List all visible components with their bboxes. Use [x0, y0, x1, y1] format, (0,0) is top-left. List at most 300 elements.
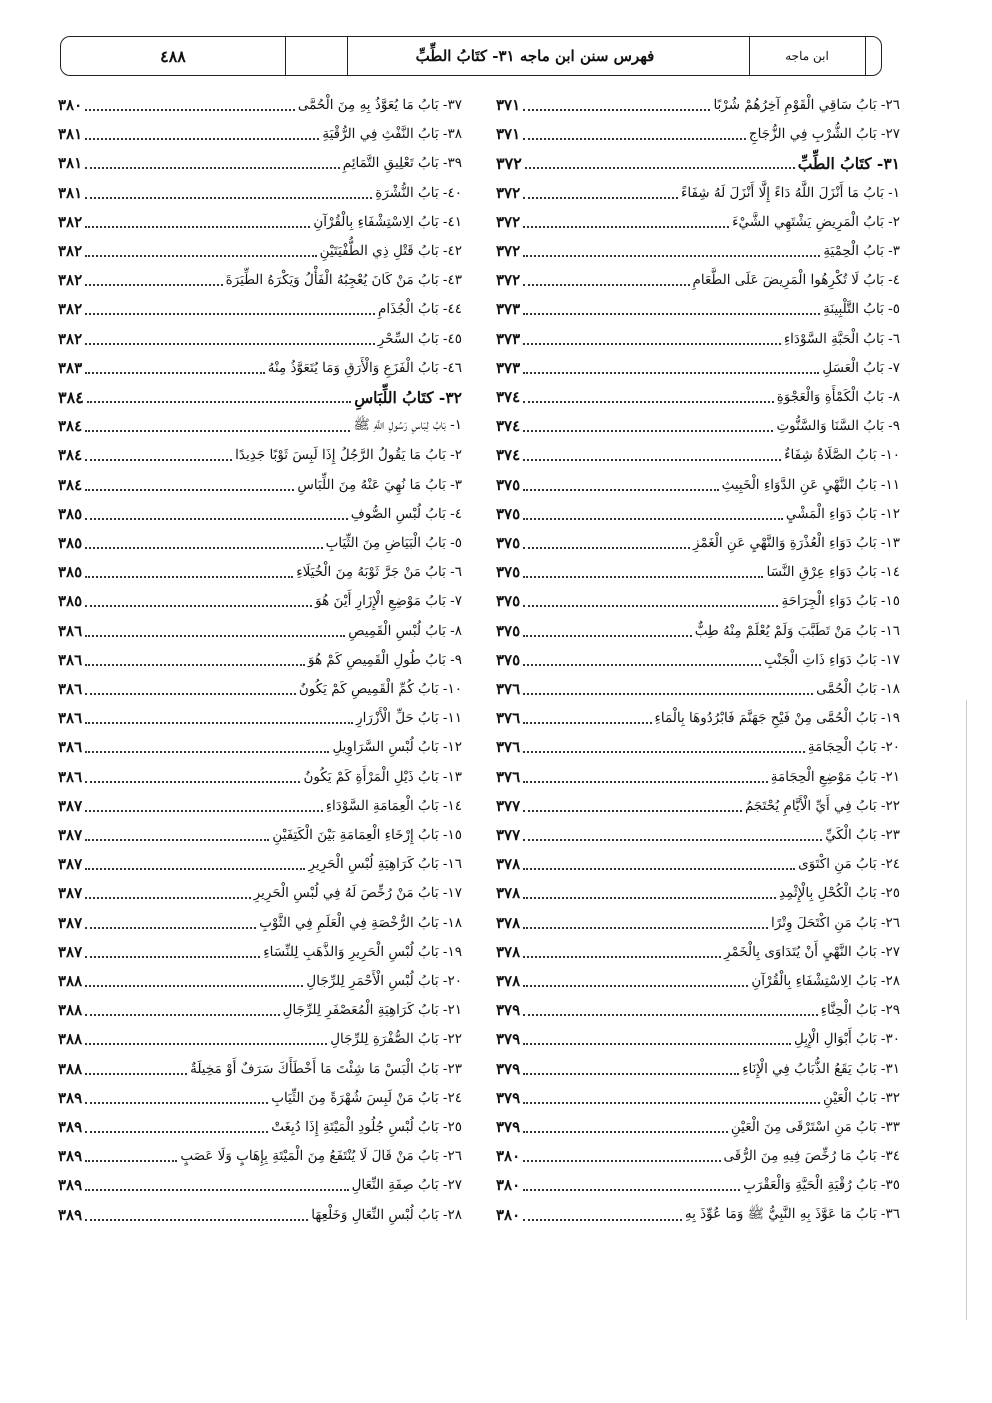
dot-leader	[523, 372, 819, 374]
toc-entry	[58, 472, 462, 498]
dot-leader	[523, 1043, 791, 1045]
toc-entry	[496, 326, 900, 352]
dot-leader	[523, 138, 746, 140]
toc-page-number: ٣٨٩	[58, 1147, 83, 1166]
toc-entry	[58, 326, 462, 352]
toc-page-number: ٣٧١	[496, 125, 521, 144]
dot-leader	[523, 197, 678, 199]
dot-leader	[523, 284, 689, 286]
toc-entry-title: ١٨- بَابُ الْحُمَّى	[816, 681, 900, 697]
header-divider	[865, 37, 866, 75]
toc-entry	[58, 793, 462, 819]
toc-section-heading	[496, 150, 900, 176]
toc-page-number: ٣٨٦	[58, 650, 83, 669]
toc-page-number: ٣٧٥	[496, 563, 521, 582]
toc-entry-title: ٢٨- بَابُ الِاسْتِشْفَاءِ بِالْقُرْآنِ	[751, 973, 900, 989]
toc-page-number: ٣٧٣	[496, 329, 521, 348]
toc-entry	[496, 910, 900, 936]
toc-page-number: ٣٧٧	[496, 826, 521, 844]
dot-leader	[85, 810, 323, 812]
toc-page-number: ٣٧٩	[496, 1001, 521, 1020]
toc-entry	[58, 1172, 462, 1198]
toc-page-number: ٣٧٦	[496, 680, 521, 698]
toc-entry-title: ٥- بَابُ التَّلْبِينَةِ	[823, 301, 900, 318]
dot-leader	[85, 985, 303, 987]
toc-entry-title: ١٤- بَابُ دَوَاءِ عِرْقِ النَّسَا	[766, 564, 900, 581]
toc-entry-title: ١٢- بَابُ دَوَاءِ الْمَشْيِ	[785, 505, 900, 522]
toc-page-number: ٣٧٩	[496, 1059, 521, 1078]
toc-entry	[496, 734, 900, 760]
dot-leader	[85, 197, 372, 199]
toc-entry-title: ٩- بَابُ طُولِ الْقَمِيصِ كَمْ هُوَ	[307, 651, 462, 668]
toc-entry	[58, 676, 462, 702]
toc-page-number: ٣٨٣	[58, 358, 83, 377]
toc-entry	[496, 968, 900, 994]
toc-page-number: ٣٨٢	[58, 242, 83, 260]
dot-leader	[87, 401, 351, 403]
toc-entry-title: ٢٩- بَابُ الْحِنَّاءِ	[820, 1002, 900, 1019]
toc-page-number: ٣٧٨	[496, 855, 521, 874]
toc-entry-title: ٣٦- بَابُ مَا عَوَّذَ بِهِ النَّبِيُّ ﷺ وَمَا عُوِّذَ بِهِ	[684, 1205, 900, 1222]
toc-entry	[496, 997, 900, 1023]
dot-leader	[85, 1043, 327, 1045]
toc-entry	[496, 764, 900, 790]
toc-page-number: ٣٨٤	[58, 446, 83, 465]
dot-leader	[523, 313, 820, 315]
toc-entry	[496, 618, 900, 644]
dot-leader	[85, 781, 300, 783]
dot-leader	[85, 1189, 348, 1191]
dot-leader	[85, 226, 310, 228]
toc-entry-title: ٥- بَابُ الْبَيَاضِ مِنَ الثِّيَابِ	[325, 535, 462, 551]
toc-entry-title: ١٩- بَابُ الْحُمَّى مِنْ فَيْحِ جَهَنَّمَ فَابْرُدُوهَا بِالْمَاءِ	[654, 710, 900, 727]
toc-entry-title: ٢٥- بَابُ لُبْسِ جُلُودِ الْمَيْتَةِ إِذَا دُبِغَتْ	[271, 1119, 462, 1135]
header-divider	[285, 37, 286, 75]
dot-leader	[85, 284, 222, 286]
toc-entry	[496, 559, 900, 585]
toc-entry	[58, 997, 462, 1023]
toc-entry-title: ٢٨- بَابُ لُبْسِ النِّعَالِ وَخَلْعِهَا	[311, 1206, 462, 1223]
dot-leader	[523, 255, 820, 257]
toc-entry	[496, 238, 900, 264]
toc-entry-title: ١١- بَابُ النَّهْيِ عَنِ الدَّوَاءِ الْخَبِيثِ	[721, 476, 900, 493]
toc-page-number: ٣٧٧	[496, 796, 521, 815]
dot-leader	[523, 810, 742, 812]
toc-page-number: ٣٧٢	[496, 242, 521, 260]
toc-page-number: ٣٨٧	[58, 796, 83, 815]
toc-entry	[58, 296, 462, 322]
toc-entry	[58, 238, 462, 264]
toc-entry-title: ٢- بَابُ الْمَرِيضِ يَشْتَهِي الشَّيْءَ	[732, 213, 900, 230]
toc-entry-title: ٣١- بَابُ يَقَعُ الذُّبَابُ فِي الْإِنَاءِ	[742, 1060, 900, 1077]
toc-page-number: ٣٨٨	[58, 1001, 83, 1020]
toc-entry	[496, 1085, 900, 1111]
dot-leader	[85, 518, 348, 520]
dot-leader	[85, 1014, 279, 1016]
toc-entry	[58, 413, 462, 439]
toc-entry	[58, 442, 462, 468]
toc-entry-title: ١٢- بَابُ لُبْسِ السَّرَاوِيلِ	[332, 739, 462, 756]
toc-entry	[496, 1202, 900, 1228]
toc-entry	[58, 851, 462, 877]
toc-page-number: ٣٧٨	[496, 913, 521, 932]
toc-entry	[58, 822, 462, 848]
dot-leader	[523, 459, 781, 461]
toc-entry-title: ٢٤- بَابُ مَنْ لَبِسَ شُهْرَةً مِنَ الثِّيَابِ	[271, 1089, 462, 1106]
toc-entry-title: ٦- بَابُ مَنْ جَرَّ ثَوْبَهُ مِنَ الْخُيَلَاءِ	[296, 564, 462, 581]
toc-page-number: ٣٧٣	[496, 300, 521, 319]
toc-entry-title: ١٠- بَابُ كُمِّ الْقَمِيصِ كَمْ يَكُونُ	[298, 681, 462, 697]
toc-entry	[496, 413, 900, 439]
toc-entry-title: ١٨- بَابُ الرُّخْصَةِ فِي الْعَلَمِ فِي الثَّوْبِ	[259, 914, 462, 931]
toc-entry	[58, 734, 462, 760]
toc-page-number: ٣٧٤	[496, 417, 521, 436]
toc-entry-title: ٢٦- بَابُ سَاقِي الْقَوْمِ آخِرُهُمْ شُرْبًا	[713, 97, 900, 113]
toc-page-number: ٣٨٩	[58, 1118, 83, 1136]
toc-page-number: ٣٧١	[496, 96, 521, 114]
toc-entry-title: ٢٦- بَابُ مَنْ قَالَ لَا يُنْتَفَعُ مِنَ الْمَيْتَةِ بِإِهَابٍ وَلَا عَصَبٍ	[180, 1148, 462, 1165]
dot-leader	[85, 489, 294, 491]
dot-leader	[523, 985, 748, 987]
dot-leader	[85, 605, 312, 607]
toc-entry	[496, 180, 900, 206]
running-title: فهرس سنن ابن ماجه ٣١- كتَابُ الطِّبِّ	[415, 47, 655, 65]
toc-entry-title: ٣٢- كتَابُ اللِّبَاسِ	[354, 387, 462, 407]
dot-leader	[85, 1160, 177, 1162]
toc-page-number: ٣٨٧	[58, 884, 83, 903]
toc-entry	[496, 267, 900, 293]
toc-page-number: ٣٨٧	[58, 855, 83, 874]
toc-page-number: ٣٧٨	[496, 942, 521, 961]
toc-entry	[58, 764, 462, 790]
toc-page-number: ٣٧٦	[496, 738, 521, 757]
toc-page-number: ٣٨٧	[58, 826, 83, 844]
toc-page-number: ٣٨٤	[58, 387, 84, 407]
dot-leader	[523, 401, 774, 403]
toc-entry-title: ١٠- بَابُ الصَّلَاةُ شِفَاءٌ	[784, 447, 900, 464]
toc-entry-title: ٤١- بَابُ الِاسْتِشْفَاءِ بِالْقُرْآنِ	[313, 213, 462, 230]
dot-leader	[523, 664, 761, 666]
toc-entry-title: ١٥- بَابُ دَوَاءِ الْجِرَاحَةِ	[781, 593, 900, 610]
toc-entry-title: ١٦- بَابُ مَنْ تَطَبَّبَ وَلَمْ يُعْلَمْ مِنْهُ طِبٌّ	[694, 622, 900, 639]
toc-entry-title: ٦- بَابُ الْحَبَّةِ السَّوْدَاءِ	[783, 330, 900, 347]
toc-entry-title: ٤- بَابُ لُبْسِ الصُّوفِ	[350, 505, 462, 522]
toc-entry-title: ١٤- بَابُ الْعِمَامَةِ السَّوْدَاءِ	[325, 797, 462, 814]
toc-entry-title: ٢٠- بَابُ الْحِجَامَةِ	[807, 739, 900, 756]
toc-entry	[58, 267, 462, 293]
toc-entry	[496, 676, 900, 702]
dot-leader	[523, 343, 781, 345]
scan-edge-line	[966, 700, 968, 1320]
toc-entry-title: ٤٥- بَابُ السِّحْرِ	[377, 330, 462, 347]
toc-entry-title: ٣١- كتَابُ الطِّبِّ	[797, 153, 900, 173]
toc-entry-title: ٤٢- بَابُ قَتْلِ ذِي الطُّفْيَتَيْنِ	[319, 243, 462, 259]
toc-entry-title: ٣٩- بَابُ تَعْلِيقِ التَّمَائِمِ	[342, 155, 462, 172]
toc-page-number: ٣٨٠	[496, 1205, 521, 1224]
toc-entry-title: ٣٧- بَابُ مَا يُعَوَّذُ بِهِ مِنَ الْحُمَّى	[297, 97, 462, 113]
toc-entry-title: ٢٥- بَابُ الْكُحْلِ بِالْإِثْمِدِ	[778, 885, 900, 902]
toc-entry-title: ٢٧- بَابُ صِفَةِ النِّعَالِ	[351, 1177, 462, 1194]
toc-entry	[58, 647, 462, 673]
dot-leader	[85, 372, 265, 374]
dot-leader	[523, 956, 721, 958]
toc-page-number: ٣٧٨	[496, 972, 521, 990]
toc-page-number: ٣٧٢	[496, 271, 521, 290]
toc-page-number: ٣٨٥	[58, 563, 83, 582]
toc-entry	[58, 530, 462, 556]
dot-leader	[523, 868, 795, 870]
dot-leader	[85, 1219, 308, 1221]
dot-leader	[523, 927, 768, 929]
toc-entry	[496, 384, 900, 410]
dot-leader	[85, 722, 353, 724]
toc-entry-title: ١١- بَابُ حَلِّ الْأَزْرَارِ	[356, 710, 462, 727]
toc-page-number: ٣٧٥	[496, 475, 521, 494]
dot-leader	[523, 489, 718, 491]
dot-leader	[523, 109, 710, 111]
toc-entry	[496, 472, 900, 498]
toc-entry-title: ٢٢- بَابُ الصُّفْرَةِ لِلرِّجَالِ	[330, 1031, 462, 1048]
toc-page-number: ٣٨٧	[58, 913, 83, 932]
toc-entry	[58, 1143, 462, 1169]
toc-entry-title: ٢٧- بَابُ الشُّرْبِ فِي الزُّجَاجِ	[748, 126, 900, 143]
dot-leader	[523, 635, 692, 637]
dot-leader	[85, 751, 329, 753]
toc-page-number: ٣٨٨	[58, 1030, 83, 1049]
toc-page-number: ٣٨٠	[58, 96, 83, 114]
toc-page-number: ٣٨١	[58, 154, 83, 173]
dot-leader	[85, 167, 340, 169]
toc-entry	[496, 1056, 900, 1082]
toc-entry	[58, 355, 462, 381]
toc-entry-title: ٣٢- بَابُ الْعَيْنِ	[823, 1089, 900, 1106]
toc-page-number: ٣٨٩	[58, 1088, 83, 1107]
toc-page-number: ٣٨٨	[58, 972, 83, 990]
toc-entry	[496, 530, 900, 556]
dot-leader	[85, 343, 375, 345]
toc-entry	[496, 851, 900, 877]
toc-entry-title: ٨- بَابُ الْكَمْأَةِ وَالْعَجْوَةِ	[776, 389, 900, 405]
toc-entry-title: ٤- بَابُ لَا تُكْرِهُوا الْمَرِيضَ عَلَى الطَّعَامِ	[692, 272, 900, 289]
toc-page-number: ٣٨٦	[58, 709, 83, 728]
dot-leader	[85, 868, 305, 870]
toc-page-number: ٣٨٠	[496, 1147, 521, 1166]
toc-entry-title: ٧- بَابُ مَوْضِعِ الْإِزَارِ أَيْنَ هُوَ	[315, 593, 462, 610]
toc-entry	[58, 705, 462, 731]
dot-leader	[85, 255, 316, 257]
toc-page-number: ٣٧٩	[496, 1030, 521, 1049]
dot-leader	[85, 839, 269, 841]
toc-page-number: ٣٧٥	[496, 621, 521, 640]
toc-entry	[58, 910, 462, 936]
toc-entry-title: ٣٥- بَابُ رُقْيَةِ الْحَيَّةِ وَالْعَقْرَبِ	[743, 1177, 900, 1194]
toc-page-number: ٣٨٦	[58, 767, 83, 786]
toc-entry	[496, 705, 900, 731]
toc-page-number: ٣٨٥	[58, 592, 83, 611]
toc-entry-title: ٢٣- بَابُ الْكَيِّ	[825, 827, 900, 843]
book-name: ابن ماجه	[785, 49, 829, 63]
toc-entry	[58, 1202, 462, 1228]
toc-entry	[496, 939, 900, 965]
toc-entry-title: ٢- بَابُ مَا يَقُولُ الرَّجُلُ إِذَا لَبِسَ ثَوْبًا جَدِيدًا	[235, 447, 462, 464]
toc-page-number: ٣٨٤	[58, 417, 83, 436]
toc-page-number: ٣٨٦	[58, 680, 83, 698]
dot-leader	[85, 1102, 268, 1104]
toc-page-number: ٣٧٦	[496, 767, 521, 786]
toc-entry	[58, 1085, 462, 1111]
toc-entry-title: ٢١- بَابُ كَرَاهِيَةِ الْمُعَصْفَرِ لِلرِّجَالِ	[282, 1002, 462, 1019]
toc-entry-title: ١٩- بَابُ لُبْسِ الْحَرِيرِ وَالذَّهَبِ لِلنِّسَاءِ	[263, 943, 462, 960]
toc-entry-title: ٨- بَابُ لُبْسِ الْقَمِيصِ	[348, 622, 462, 639]
toc-page-number: ٣٨٦	[58, 738, 83, 757]
dot-leader	[85, 138, 319, 140]
dot-leader	[85, 927, 256, 929]
toc-page-number: ٣٧٥	[496, 534, 521, 552]
dot-leader	[523, 781, 768, 783]
dot-leader	[523, 839, 822, 841]
toc-entry	[496, 1172, 900, 1198]
page-number: ٤٨٨	[160, 46, 186, 66]
toc-entry-title: ٤٤- بَابُ الْجُذَامِ	[377, 301, 462, 318]
toc-entry	[58, 1026, 462, 1052]
toc-entry-title: ١٧- بَابُ دَوَاءِ ذَاتِ الْجَنْبِ	[764, 651, 900, 668]
dot-leader	[523, 722, 651, 724]
toc-entry	[58, 209, 462, 235]
toc-entry	[496, 501, 900, 527]
toc-entry	[58, 501, 462, 527]
toc-entry	[58, 968, 462, 994]
toc-page-number: ٣٨٢	[58, 329, 83, 348]
dot-leader	[523, 605, 778, 607]
toc-entry-title: ٢٤- بَابُ مَنِ اكْتَوَى	[798, 856, 900, 873]
toc-page-number: ٣٧٤	[496, 388, 521, 406]
toc-entry	[496, 822, 900, 848]
toc-entry-title: ٢٦- بَابُ مَنِ اكْتَحَلَ وِتْرًا	[771, 914, 900, 931]
dot-leader	[85, 313, 375, 315]
toc-entry-title: ١- بَابُ لِبَاسِ رَسُولِ اللَّهِ ﷺ	[353, 417, 462, 434]
dot-leader	[85, 109, 295, 111]
toc-entry-title: ١- بَابُ مَا أَنْزَلَ اللَّهُ دَاءً إِلَّا أَنْزَلَ لَهُ شِفَاءً	[681, 184, 900, 201]
toc-page-number: ٣٧٥	[496, 504, 521, 523]
toc-page-number: ٣٨٤	[58, 475, 83, 494]
dot-leader	[523, 1131, 728, 1133]
dot-leader	[85, 547, 322, 549]
toc-entry-title: ٣٨- بَابُ النَّفْثِ فِي الرُّقْيَةِ	[322, 126, 462, 143]
toc-entry	[496, 92, 900, 118]
dot-leader	[85, 897, 251, 899]
toc-page-number: ٣٨٢	[58, 300, 83, 319]
toc-page-number: ٣٧٩	[496, 1118, 521, 1136]
toc-page-number: ٣٨٢	[58, 271, 83, 290]
toc-page-number: ٣٨٢	[58, 212, 83, 231]
dot-leader	[523, 576, 763, 578]
toc-entry	[58, 588, 462, 614]
toc-entry-title: ١٥- بَابُ إِرْخَاءِ الْعِمَامَةِ بَيْنَ الْكَتِفَيْنِ	[272, 827, 462, 843]
toc-page-number: ٣٧٢	[496, 212, 521, 231]
dot-leader	[85, 635, 345, 637]
toc-entry-title: ٩- بَابُ السَّنَا وَالسَّنُّوتِ	[776, 418, 900, 435]
toc-page-number: ٣٧٦	[496, 709, 521, 728]
toc-entry-title: ١٧- بَابُ مَنْ رُخِّصَ لَهُ فِي لُبْسِ الْحَرِيرِ	[253, 885, 462, 902]
toc-page-number: ٣٨٥	[58, 504, 83, 523]
dot-leader	[525, 167, 795, 169]
dot-leader	[523, 1189, 740, 1191]
page-header	[60, 36, 882, 76]
dot-leader	[523, 1102, 820, 1104]
toc-entry-title: ٣- بَابُ الْحِمْيَةِ	[823, 243, 900, 259]
dot-leader	[523, 693, 813, 695]
toc-page-number: ٣٧٣	[496, 358, 521, 377]
toc-page-number: ٣٨١	[58, 125, 83, 144]
toc-entry	[58, 1114, 462, 1140]
toc-entry	[496, 355, 900, 381]
toc-entry	[58, 559, 462, 585]
toc-entry	[58, 880, 462, 906]
dot-leader	[523, 430, 773, 432]
toc-entry	[58, 92, 462, 118]
toc-entry-title: ٣٠- بَابُ أَبْوَالِ الْإِبِلِ	[793, 1031, 900, 1048]
toc-entry-title: ٤٠- بَابُ النُّشْرَةِ	[375, 184, 462, 201]
toc-entry-title: ٧- بَابُ الْعَسَلِ	[822, 359, 900, 376]
toc-entry-title: ٣٣- بَابُ مَنِ اسْتَرْقَى مِنَ الْعَيْنِ	[730, 1119, 900, 1135]
toc-page-number: ٣٧٢	[496, 153, 522, 173]
toc-entry-title: ٤٦- بَابُ الْفَزَعِ وَالْأَرَقِ وَمَا يُتَعَوَّذُ مِنْهُ	[267, 359, 462, 376]
toc-page-number: ٣٧٥	[496, 592, 521, 611]
toc-entry	[496, 588, 900, 614]
toc-entry	[58, 180, 462, 206]
dot-leader	[85, 1131, 268, 1133]
dot-leader	[523, 751, 805, 753]
dot-leader	[85, 576, 293, 578]
dot-leader	[85, 1073, 187, 1075]
toc-entry	[496, 296, 900, 322]
toc-entry	[496, 209, 900, 235]
toc-page-number: ٣٧٤	[496, 446, 521, 465]
toc-entry-title: ٣- بَابُ مَا نُهِيَ عَنْهُ مِنَ اللِّبَاسِ	[297, 476, 462, 493]
toc-page-number: ٣٧٨	[496, 884, 521, 903]
dot-leader	[523, 518, 783, 520]
toc-entry	[58, 1056, 462, 1082]
toc-entry	[496, 1114, 900, 1140]
toc-page-number: ٣٨٧	[58, 942, 83, 961]
toc-entry	[496, 1143, 900, 1169]
toc-entry-title: ٢٠- بَابُ لُبْسِ الْأَحْمَرِ لِلرِّجَالِ	[306, 973, 462, 989]
toc-entry-title: ١٣- بَابُ دَوَاءِ الْعُذْرَةِ وَالنَّهْيِ عَنِ الْغَمْزِ	[693, 535, 900, 551]
toc-page-number: ٣٨٨	[58, 1059, 83, 1078]
dot-leader	[523, 1160, 720, 1162]
toc-page-number: ٣٨٥	[58, 534, 83, 552]
toc-page-number: ٣٨١	[58, 183, 83, 202]
toc-entry	[496, 1026, 900, 1052]
toc-section-heading	[58, 384, 462, 410]
toc-entry	[496, 880, 900, 906]
toc-entry-title: ١٣- بَابُ ذَيْلِ الْمَرْأَةِ كَمْ يَكُونُ	[303, 768, 462, 785]
toc-entry	[496, 647, 900, 673]
toc-page-number: ٣٧٢	[496, 183, 521, 202]
toc-page-number: ٣٨٩	[58, 1205, 83, 1224]
toc-entry	[496, 442, 900, 468]
dot-leader	[523, 547, 690, 549]
dot-leader	[523, 897, 776, 899]
toc-entry-title: ٤٣- بَابُ مَنْ كَانَ يُعْجِبُهُ الْفَأْلُ وَيَكْرَهُ الطِّيَرَةَ	[225, 272, 462, 289]
toc-entry-title: ٢٢- بَابُ فِي أَيِّ الْأَيَّامِ يُحْتَجَمُ	[744, 797, 900, 814]
toc-entry-title: ٢١- بَابُ مَوْضِعِ الْحِجَامَةِ	[770, 768, 900, 785]
dot-leader	[523, 1073, 739, 1075]
toc-entry-title: ١٦- بَابُ كَرَاهِيَةِ لُبْسِ الْحَرِيرِ	[308, 856, 462, 873]
toc-entry-title: ٣٤- بَابُ مَا رُخِّصَ فِيهِ مِنَ الرُّقَى	[723, 1148, 900, 1165]
dot-leader	[523, 1219, 682, 1221]
toc-entry-title: ٢٧- بَابُ النَّهْيِ أَنْ يُتَدَاوَى بِالْخَمْرِ	[724, 943, 900, 960]
